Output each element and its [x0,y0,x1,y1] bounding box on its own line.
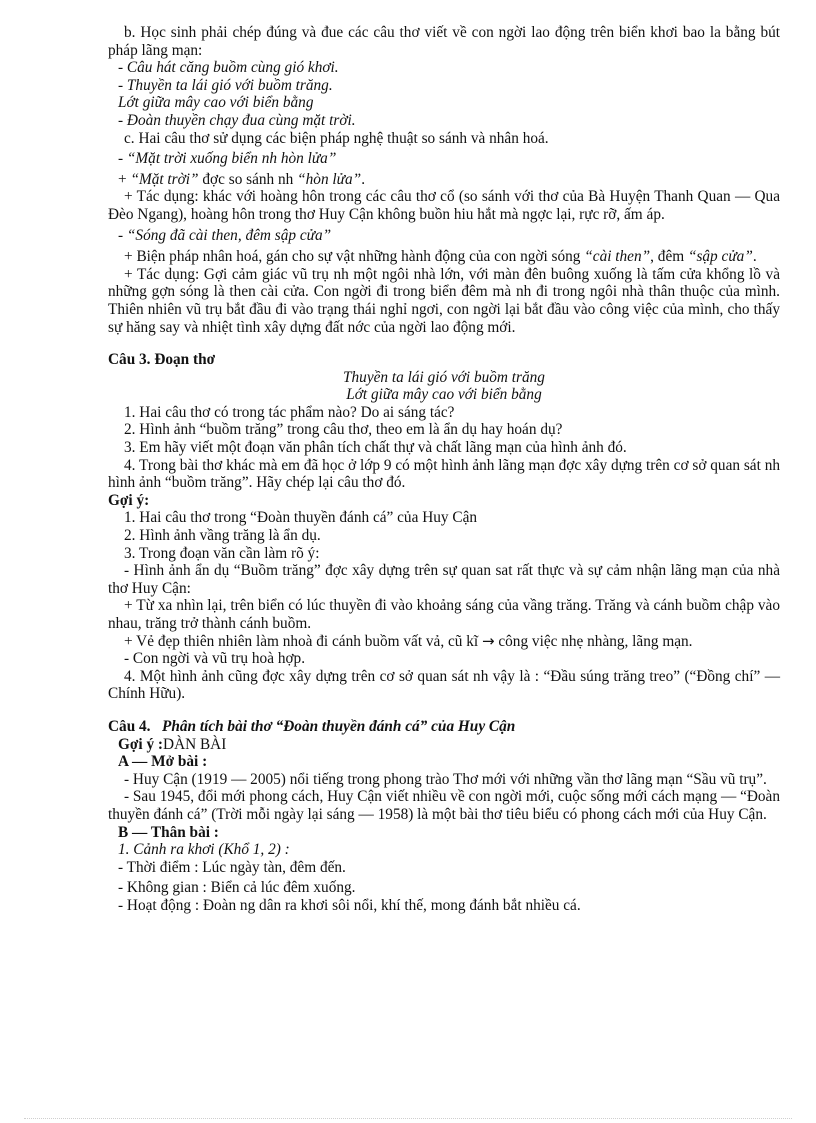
hint-item: 1. Hai câu thơ trong “Đoàn thuyền đánh cá” của Huy Cận [124,509,478,527]
personification-text: , đêm [650,248,688,266]
quote-line: - “Mặt trời xuống biển nh hòn lửa” [118,150,337,168]
outline-subsection: 1. Cảnh ra khơi (Khổ 1, 2) : [118,841,290,859]
hint-item: 4. Một hình ảnh cũng đợc xây dựng trên cơ sở quan sát nh vậy là : “Đầu súng trăng treo” (“Đồng chí” — Chính Hữu). [108,667,780,703]
outline-label: DÀN BÀI [163,735,227,753]
outline-section-b: B — Thân bài : [118,823,219,841]
outline-section-a: A — Mở bài : [118,753,208,771]
part-b-intro: b. Học sinh phải chép đúng và đue các câu thơ viết về con ngời lao động trên biển khơi bao la bằng bút pháp lãng mạn: [108,24,780,59]
hint-outline-line [108,736,780,754]
personification-quote: “sập cửa” [687,248,753,266]
comparison-subject: “Mặt trời” [130,170,199,188]
beauty-paragraph [108,633,780,651]
hint-item: + Từ xa nhìn lại, trên biển có lúc thuyền đi vào khoảng sáng của vầng trăng. Trăng và cánh buồm chập vào nhau, trăng trở thành cánh buồm. [108,597,780,632]
outline-item: - Hoạt động : Đoàn ng dân ra khơi sôi nổi, khí thế, mong đánh bắt nhiều cá. [118,896,581,914]
outline-item: - Thời điểm : Lúc ngày tàn, đêm đến. [118,858,346,876]
section-heading-label: Câu 4. [108,717,151,735]
comparison-line [108,171,780,189]
arrow-right-icon: → [481,631,495,650]
hint-item: 3. Trong đoạn văn cần làm rõ ý: [124,544,320,562]
personification-text: + Biện pháp nhân hoá, gán cho sự vật những hành động của con ngời sóng [124,248,585,266]
effect-paragraph: + Tác dụng: Gợi cảm giác vũ trụ nh một ngôi nhà lớn, với màn đên buông xuống là tấm cửa khổng lồ và những gợn sóng là then cài cửa. Con ngời đi trong biển đêm mà nh đi trong ngôi nhà thân thuộc của mình. Thiên nhiên vũ trụ bắt đầu đi vào trạng thái nghỉ ngơi, con ngời lại bắt đầu vào công việc của mình, cho thấy sự hăng say và nhiệt tình xây dựng đất nớc của ngời lao động mới. [108,265,780,336]
personification-end: . [752,248,757,266]
verse-line: - Câu hát căng buồm cùng gió khơi. [118,59,339,77]
section-heading [108,718,780,736]
verse-line: - Thuyền ta lái gió với buồm trăng. [118,76,333,94]
outline-item: - Huy Cận (1919 — 2005) nổi tiếng trong phong trào Thơ mới với những vần thơ lãng mạn “Sầu vũ trụ”. [124,770,767,788]
hint-label: Gợi ý : [118,735,164,753]
centered-verse: Lớt giữa mây cao với biển bằng [346,386,542,404]
outline-item: - Không gian : Biển cả lúc đêm xuống. [118,879,356,897]
comparison-prefix: + [118,170,131,188]
hint-item: - Con ngời và vũ trụ hoà hợp. [124,650,306,668]
outline-item: - Sau 1945, đổi mới phong cách, Huy Cận viết nhiều về con ngời mới, cuộc sống mới cách mạng — “Đoàn thuyền đánh cá” (Trời mỗi ngày lại sáng — 1958) là một bài thơ tiêu biểu có phong cách mới của Huy Cận. [108,788,780,823]
section-heading: Câu 3. Đoạn thơ [108,351,216,369]
centered-verse: Thuyền ta lái gió với buồm trăng [343,368,545,386]
comparison-middle: đợc so sánh nh [198,170,298,188]
effect-paragraph: + Tác dụng: khác với hoàng hôn trong các câu thơ cổ (so sánh với thơ của Bà Huyện Thanh Quan — Qua Đèo Ngang), hoàng hôn trong thơ Huy Cận không buồn hiu hắt mà ngợc lại, rực rỡ, ấm áp. [108,188,780,223]
verse-line: - Đoàn thuyền chạy đua cùng mặt trời. [118,111,356,129]
comparison-end: . [361,170,366,188]
question-item: 4. Trong bài thơ khác mà em đã học ở lớp 9 có một hình ảnh lãng mạn đợc xây dựng trên cơ sở quan sát nh hình ảnh “buồm trăng”. Hãy chép lại câu thơ đó. [108,456,780,492]
beauty-text: + Vẻ đẹp thiên nhiên làm nhoà đi cánh buồm vất vả, cũ kĩ [124,632,482,650]
question-item: 3. Em hãy viết một đoạn văn phân tích chất thự và chất lãng mạn của hình ảnh đó. [124,439,627,457]
hint-item: 2. Hình ảnh vầng trăng là ẩn dụ. [124,527,321,545]
personification-paragraph [108,248,780,266]
personification-quote: “cài then” [584,248,651,266]
page-bottom-rule [24,1118,792,1119]
hint-label: Gợi ý: [108,491,150,509]
part-c-intro: c. Hai câu thơ sử dụng các biện pháp nghệ thuật so sánh và nhân hoá. [124,129,549,147]
section-heading-title: Phân tích bài thơ “Đoàn thuyền đánh cá” của Huy Cận [161,717,516,735]
question-item: 2. Hình ảnh “buồm trăng” trong câu thơ, theo em là ẩn dụ hay hoán dụ? [124,421,563,439]
document-page [108,24,780,915]
verse-line: Lớt giữa mây cao với biển bằng [118,94,314,112]
quote-line: - “Sóng đã cài then, đêm sập cửa” [118,226,332,244]
question-item: 1. Hai câu thơ có trong tác phẩm nào? Do ai sáng tác? [124,403,455,421]
comparison-object: “hòn lửa” [297,170,362,188]
hint-item: - Hình ảnh ẩn dụ “Buồm trăng” đợc xây dựng trên sự quan sat rất thực và sự cảm nhận lãng mạn của nhà thơ Huy Cận: [108,562,780,597]
beauty-text: công việc nhẹ nhàng, lãng mạn. [494,632,693,650]
